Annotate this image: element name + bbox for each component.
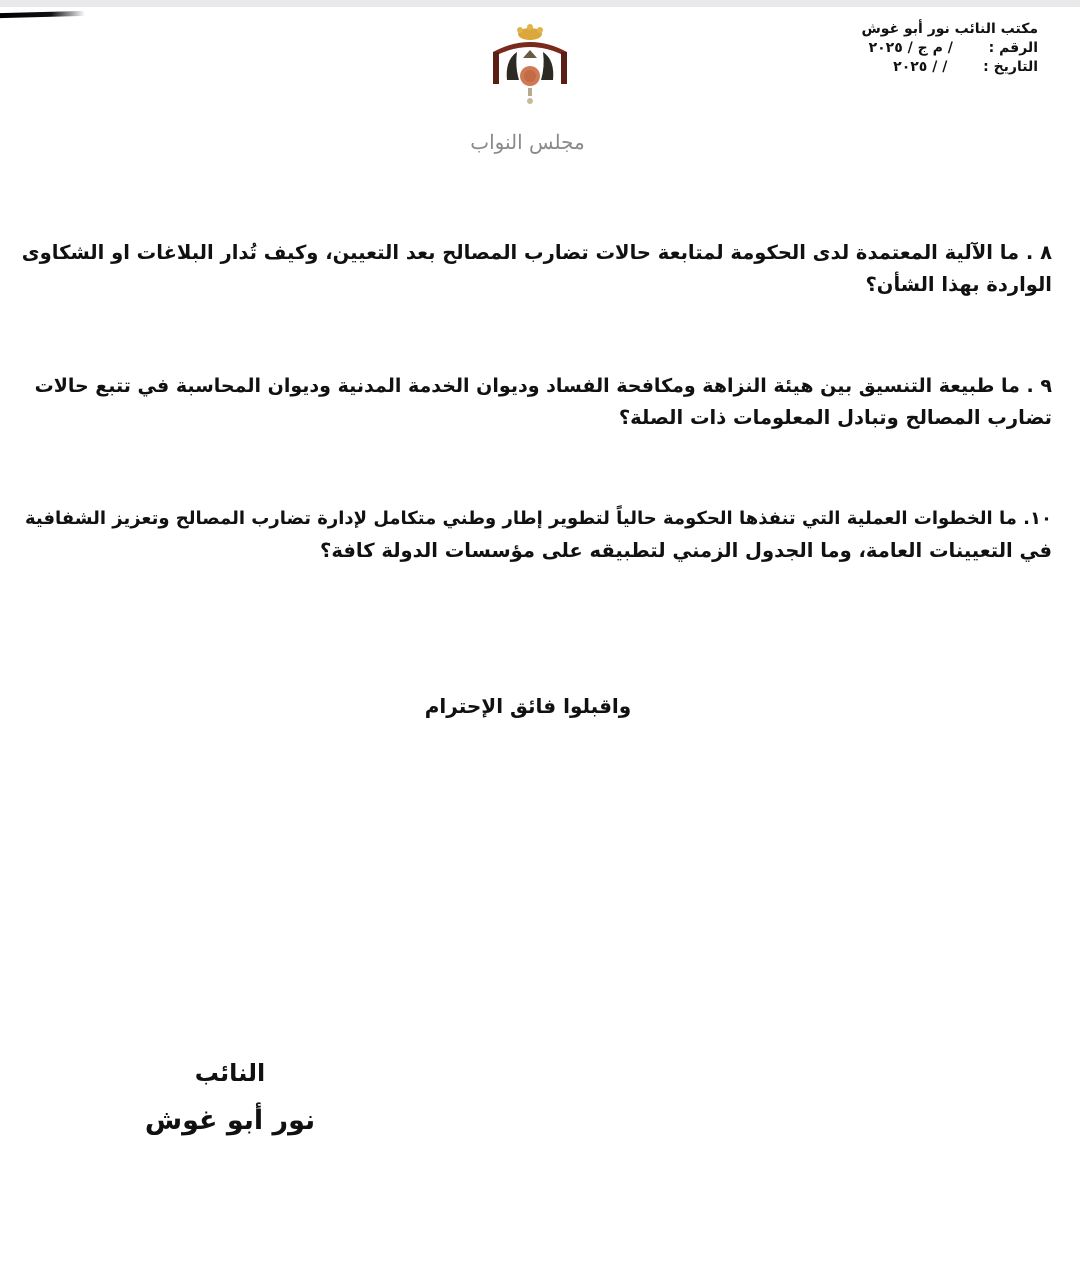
question-line: ٩ . ما طبيعة التنسيق بين هيئة النزاهة ومكافحة الفساد وديوان الخدمة المدنية وديوان المحاسبة في تتبع حالات <box>34 375 1052 397</box>
letter-header <box>861 20 1038 77</box>
top-bar <box>0 0 1080 7</box>
signature-name: نور أبو غوش <box>144 1105 316 1136</box>
office-name: مكتب النائب نور أبو غوش <box>861 21 1038 37</box>
parliament-caption: مجلس النواب <box>470 130 585 154</box>
date-row <box>861 58 1038 77</box>
reference-value: / م ج / ٢٠٢٥ <box>868 40 953 56</box>
reference-label: الرقم : <box>988 40 1038 56</box>
signature-title: النائب <box>194 1059 266 1087</box>
closing-remark: واقبلوا فائق الإحترام <box>424 694 632 718</box>
date-label: التاريخ : <box>983 59 1038 75</box>
jordan-coat-of-arms-icon <box>485 22 575 112</box>
question-line: ٨ . ما الآلية المعتمدة لدى الحكومة لمتابعة حالات تضارب المصالح بعد التعيين، وكيف تُدار البلاغات او الشكاوى <box>21 241 1052 264</box>
date-value: / / ٢٠٢٥ <box>893 59 948 75</box>
question-line: الواردة بهذا الشأن؟ <box>865 273 1052 296</box>
scan-artifact <box>0 11 85 18</box>
question-9 <box>35 370 1052 434</box>
reference-row <box>861 39 1038 58</box>
question-10 <box>25 503 1052 567</box>
signature-block <box>110 1053 350 1149</box>
question-line: في التعيينات العامة، وما الجدول الزمني لتطبيقه على مؤسسات الدولة كافة؟ <box>320 539 1052 562</box>
question-8 <box>22 237 1052 301</box>
question-line: ١٠. ما الخطوات العملية التي تنفذها الحكومة حالياً لتطوير إطار وطني متكامل لإدارة تضارب المصالح وتعزيز الشفافية <box>25 508 1052 529</box>
question-line: تضارب المصالح وتبادل المعلومات ذات الصلة؟ <box>618 406 1052 429</box>
